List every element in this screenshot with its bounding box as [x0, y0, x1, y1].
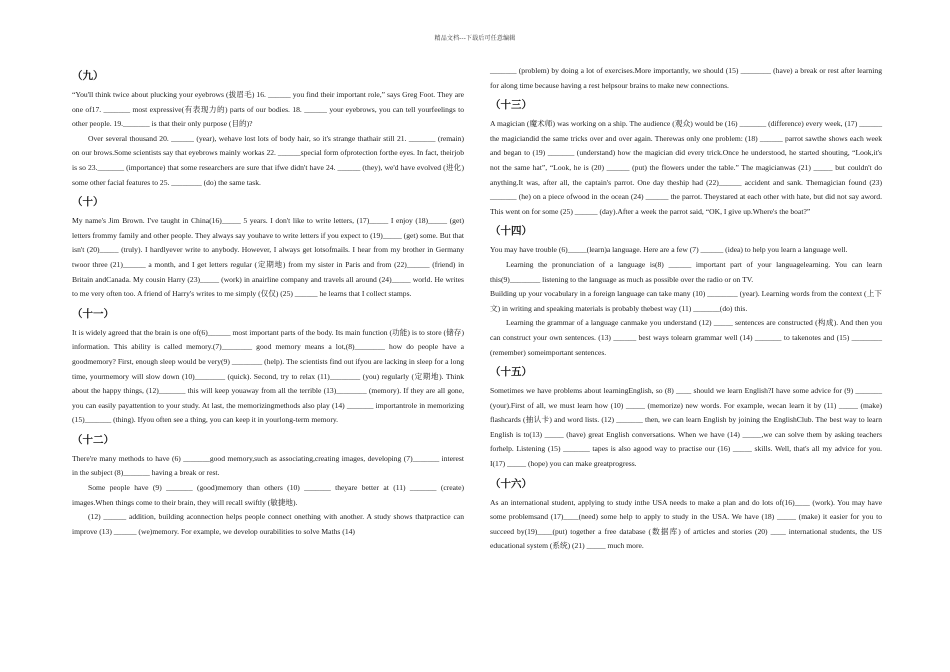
section-title: （十四）	[490, 226, 532, 238]
passage-paragraph: You may have trouble (6)_____(learn)a language. Here are a few (7) ______ (idea) to help you learn a language well.	[490, 245, 848, 255]
exercise-section	[72, 68, 464, 190]
section-title: （十二）	[72, 434, 114, 446]
exercise-section	[72, 306, 464, 428]
passage-paragraph: Sometimes we have problems about learningEnglish, so (8) ____ should we learn English?I have some advice for (9) _______ (your).First of all, we must learn how (10) _____ (memorize) new words. For example, wecan learn it by (11) _____ (make) flashcards (抽认卡) and word lists. (12) _______ then, we can learn English by joining the EnglishClub. The best way to learn English is to(13) _____ (have) great English conversations. When we have (14) _____,we can solve them by asking teachers forhelp. Listening (15) _______ tapes is also agood way to practise our (16) _____ skills. Well, that's all my advice for you. I(17) _____ (hope) you can make greatprogress.	[490, 386, 882, 469]
exercise-section	[490, 476, 882, 554]
passage-paragraph: There're many methods to have (6) _______good memory,such as associating,creating images, developing (7)_______ interest in the subject (8)_______ having a break or rest.	[72, 453, 464, 478]
section-title: （十六）	[490, 478, 532, 490]
exercise-section	[490, 364, 882, 472]
left-column	[72, 64, 464, 539]
exercise-section	[72, 432, 464, 540]
passage-paragraph: Building up your vocabulary in a foreign language can take many (10) ________ (year). Learning words from the context (上下文) in writing and speaking materials is probably thebest way (11) _______(do) this.	[490, 289, 882, 313]
section-title: （十）	[72, 197, 104, 209]
passage-paragraph: It is widely agreed that the brain is one of(6)______ most important parts of the body. Its main function (功能) is to store (储存) information. This ability is called memory.(7)________ good memory means a lot,(8)________ how do people have a goodmemory? First, enough sleep would be very(9) ________ (help). The scientists find out ifyou are lacking in sleep for a long time, yourmemory will slow down (10)________ (quick). Second, try to relax (11)________ (you) regularly (定期地). Think about the happy things, (12)_______ this will keep youaway from all the terrible (13)________ (memory). If they are all gone, you can easily payattention to your study. At last, the memorizingmethods also play (14) _______ importantrole in memorizing (15)_______ (thing). Ifyou often see a thing, you can keep it in yourlong-term memory.	[72, 327, 464, 425]
header-note: 精品文档---下载后可任意编辑	[434, 36, 516, 42]
right-column	[490, 64, 882, 554]
passage-paragraph: As an international student, applying to study inthe USA needs to make a plan and do lots of(16)____ (work). You may have some problemsand (17)____(need) some help to apply to study in the USA. We have (18) _____ (make) it easier for you to succeed by(19)____(put) together a free database (数据库) of articles and stories (20) ____ international students, the US educational system (系统) (21) _____ much more.	[490, 497, 882, 551]
passage-paragraph: Learning the grammar of a language canmake you understand (12) _____ sentences are constructed (构成). And then you can construct your own sentences. (13) ______ best ways tolearn grammar well (14) _______ to takenotes and (15) ________ (remember) someimportant sentences.	[490, 318, 882, 357]
section-title: （十五）	[490, 367, 532, 379]
passage-paragraph: My name's Jim Brown. I've taught in China(16)_____ 5 years. I don't like to write letters, (17)_____ I enjoy (18)_____ (get) letters frommy family and other people. They always say youhave to write letters if you expect to (19)_____ (get) some. But that isn't (20)_____ (truly). I hardlyever write to anybody. However, I always get lotsofmails. I hear from my brother in Germany twoor three (21)______ a month, and I get letters regular (定期地) from my sister in Paris and from (22)______ (friend) in Britain andCanada. My cousin Harry (23)_____ (work) in anairline company and travels all around (24)_____ world. He writes to me very often too. A friend of Harry's writes to me simply (仅仅) (25) ______ he learns that I collect stamps.	[72, 216, 464, 299]
exercise-section	[72, 194, 464, 302]
exercise-section	[490, 223, 882, 360]
passage-paragraph: Learning the pronunciation of a language is(8) ______ important part of your languagelearning. You can learn this(9)________ listening to the language as much as possible over the radio or on TV.	[490, 259, 882, 284]
passage-paragraph: _______ (problem) by doing a lot of exercises.More importantly, we should (15) ________ (have) a break or rest after learning for along time because having a rest helpsour brains to make new connections.	[490, 66, 882, 90]
section-title: （九）	[72, 71, 104, 82]
section-title: （十三）	[490, 100, 532, 112]
section-title: （十一）	[72, 308, 114, 320]
passage-paragraph: (12) ______ addition, building aconnection helps people connect onething with another. A study shows thatpractice can improve (13) ______ (we)memory. For example, we develop ourabilities to solve Maths (14)	[72, 512, 464, 536]
passage-paragraph: Over several thousand 20. ______ (year), wehave lost lots of body hair, so it's strange thathair still 21. _______ (remain) on our brows.Some scientists say that eyebrows mainly workas 22. ______special form ofprotection forthe eyes. In fact, theirjob is so 23._______ (importance) that some researchers are sure that ifwe didn't have 24. ______ (they), we'd have evolved (进化) some other facial features to 25. ________ (do) the same task.	[72, 133, 464, 187]
exercise-section	[490, 97, 882, 219]
passage-paragraph: “You'll think twice about plucking your eyebrows (拔眉毛) 16. ______ you find their important role,” says Greg Foot. They are one of17. _______ most expressive(有表现力的) parts of our bodies. 18. ______ your eyebrows, you can tell yourfeelings to other people. 19._______ is that their only purpose (目的)?	[72, 90, 464, 129]
exercise-section	[490, 64, 882, 93]
passage-paragraph: Some people have (9) _______ (good)memory than others (10) _______ theyare better at (11) _______ (create) images.When things come to their brain, they will recall swiftly (敏捷地).	[72, 483, 464, 507]
passage-paragraph: A magician (魔术师) was working on a ship. The audience (观众) would be (16) _______ (difference) every week, (17) ______ the magiciandid the same tricks over and over again. Therewas only one problem: (18) ______ parrot sawthe shows each week and began to (19) _______ (understand) how the magician did every trick.Once he understood, he started shouting, “Look,it's not the same hat”, “Look, he is (20) ______ (put) the flowers under the table.” The magicianwas (21) _____ but couldn't do anything.It was, after all, the captain's parrot. One day theship had (22)______ accident and sank. Themagician found (23) _______ (he) on a piece ofwood in the ocean (24) ______ the parrot. Theystared at each other with hate, but did not say aword. This went on for some (25) ______ (day).After a week the parrot said, “OK, I give up.Where's the boat?”	[490, 119, 882, 216]
